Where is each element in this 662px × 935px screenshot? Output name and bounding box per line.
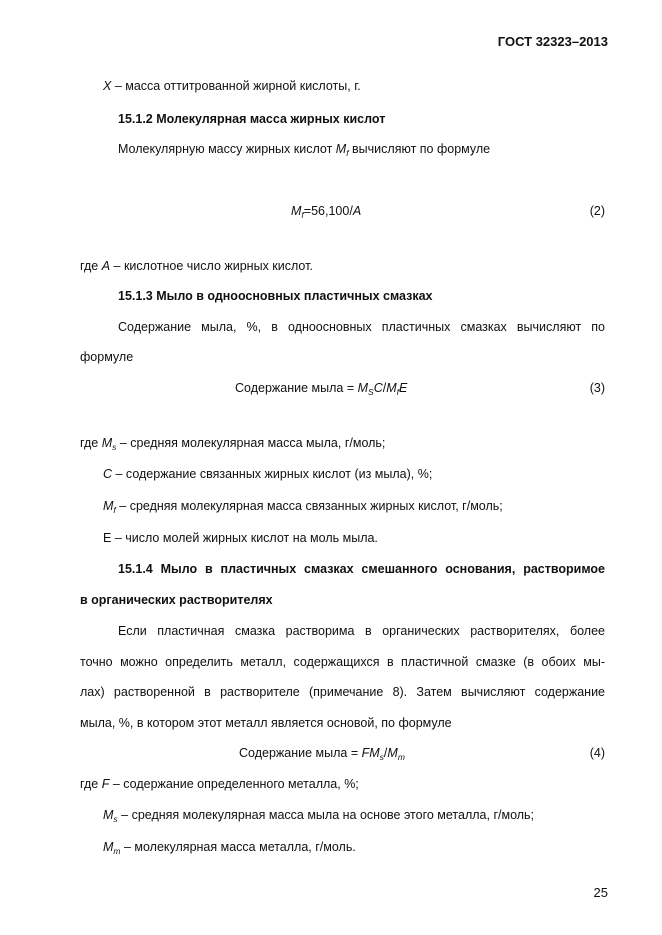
definition: – молекулярная масса металла, г/моль. — [120, 840, 356, 854]
paragraph-line: мыла, %, в котором этот металл является основой, по формуле — [80, 716, 452, 730]
symbol: E — [399, 381, 408, 395]
subscript: S — [368, 387, 374, 397]
section-heading-15-1-2: 15.1.2 Молекулярная масса жирных кислот — [118, 112, 386, 126]
text: Содержание мыла = — [239, 746, 362, 760]
definition: – число молей жирных кислот на моль мыла. — [111, 531, 378, 545]
formula-3 — [235, 381, 407, 395]
text: =56,100/ — [303, 204, 353, 218]
symbol: M — [103, 499, 114, 513]
definition: – средняя молекулярная масса мыла, г/моль; — [116, 436, 386, 450]
where-line — [103, 499, 503, 513]
section-heading-15-1-4-cont: в органических растворителях — [80, 593, 273, 607]
definition: – средняя молекулярная масса мыла на основе этого металла, г/моль; — [117, 808, 535, 822]
symbol: M — [103, 808, 114, 822]
symbol: M — [387, 746, 398, 760]
subscript: f — [301, 210, 304, 220]
where-line — [103, 840, 356, 854]
symbol: M — [357, 381, 369, 395]
where-line — [80, 777, 359, 791]
paragraph-line: Содержание мыла, %, в одноосновных пластичных смазках вычисляют по — [118, 320, 605, 334]
subscript: s — [113, 814, 118, 824]
paragraph-line: формуле — [80, 350, 134, 364]
paragraph-line: Если пластичная смазка растворима в органических растворителях, более — [118, 624, 605, 638]
definition: – масса оттитрованной жирной кислоты, г. — [111, 79, 361, 93]
symbol: FM — [361, 746, 380, 760]
subscript: f — [396, 387, 400, 397]
definition: – средняя молекулярная масса связанных жирных кислот, г/моль; — [115, 499, 503, 513]
page-number: 25 — [593, 885, 608, 900]
paragraph-intro — [118, 142, 490, 156]
symbol: M — [291, 204, 302, 218]
section-heading-15-1-4: 15.1.4 Мыло в пластичных смазках смешанного основания, растворимое — [118, 562, 605, 576]
equation-number-4: (4) — [589, 746, 605, 760]
subscript: m — [113, 846, 121, 856]
symbol: M — [386, 381, 397, 395]
formula-2 — [291, 204, 361, 218]
symbol: E — [103, 531, 112, 545]
symbol: C — [103, 467, 113, 481]
document-code: ГОСТ 32323–2013 — [497, 34, 608, 49]
symbol: M — [101, 436, 113, 450]
where-line-a — [80, 259, 313, 273]
where-line — [103, 808, 534, 822]
symbol: A — [101, 259, 111, 273]
subscript: f — [346, 148, 349, 158]
where-line — [80, 436, 385, 450]
symbol: F — [101, 777, 110, 791]
text: Содержание мыла = — [235, 381, 358, 395]
section-heading-15-1-3: 15.1.3 Мыло в одноосновных пластичных смазках — [118, 289, 433, 303]
text: Молекулярную массу жирных кислот — [118, 142, 336, 156]
paragraph-line: точно можно определить металл, содержащихся в пластичной смазке (в обоих мы- — [80, 655, 605, 669]
text: где — [80, 777, 102, 791]
text: где — [80, 259, 102, 273]
paragraph-line: лах) растворенной в растворителе (примечание 8). Затем вычисляют содержание — [80, 685, 605, 699]
text: – кислотное число жирных кислот. — [110, 259, 313, 273]
symbol: M — [103, 840, 114, 854]
text: / — [383, 746, 388, 760]
equation-number-3: (3) — [589, 381, 605, 395]
subscript: s — [112, 442, 117, 452]
subscript: s — [379, 752, 384, 762]
text: где — [80, 436, 102, 450]
text: / — [382, 381, 387, 395]
symbol: X — [103, 79, 112, 93]
symbol: M — [335, 142, 347, 156]
where-line — [103, 531, 378, 545]
definition: – содержание связанных жирных кислот (из мыла), %; — [112, 467, 433, 481]
symbol: C — [373, 381, 383, 395]
subscript: f — [113, 505, 116, 515]
equation-number-2: (2) — [589, 204, 605, 218]
formula-4 — [239, 746, 405, 760]
symbol: A — [352, 204, 362, 218]
where-line-x — [103, 79, 361, 93]
text: вычисляют по формуле — [348, 142, 491, 156]
definition: – содержание определенного металла, %; — [109, 777, 359, 791]
where-line — [103, 467, 432, 481]
subscript: m — [397, 752, 405, 762]
